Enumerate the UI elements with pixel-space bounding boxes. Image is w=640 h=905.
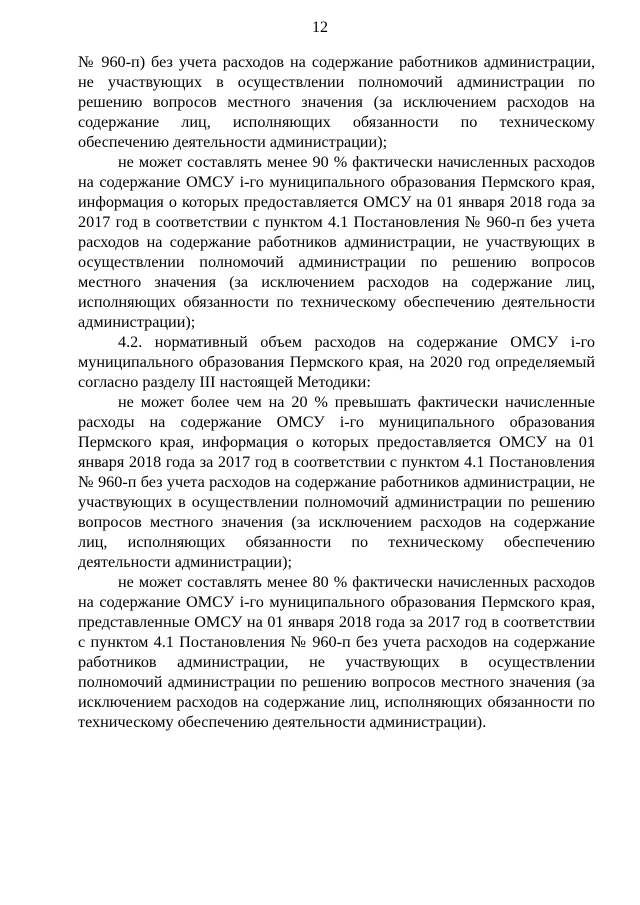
body-text [78, 52, 595, 732]
page-number: 12 [312, 19, 328, 36]
paragraph-min-90-percent: не может составлять менее 90 % фактически начисленных расходов на содержание ОМСУ i-го муниципального образования Пермского края, информация о которых предоставляется ОМСУ на 01 января 2018 года за 2017 год в соответствии с пунктом 4.1 Постановления № 960-п без учета расходов на содержание работников администрации, не участвующих в осуществлении полномочий администрации по решению вопросов местного значения (за исключением расходов на содержание лиц, исполняющих обязанности по техническому обеспечению деятельности администрации); [78, 153, 595, 331]
paragraph-max-20-percent: не может более чем на 20 % превышать фактически начисленные расходы на содержание ОМСУ i-го муниципального образования Пермского края, информация о которых предоставляется ОМСУ на 01 января 2018 года за 2017 год в соответствии с пунктом 4.1 Постановления № 960-п без учета расходов на содержание работников администрации, не участвующих в осуществлении полномочий администрации по решению вопросов местного значения (за исключением расходов на содержание лиц, исполняющих обязанности по техническому обеспечению деятельности администрации); [78, 393, 595, 571]
paragraph-4-2-heading: 4.2. нормативный объем расходов на содержание ОМСУ i-го муниципального образования Пермского края, на 2020 год определяемый согласно разделу III настоящей Методики: [78, 333, 595, 391]
paragraph-min-80-percent: не может составлять менее 80 % фактически начисленных расходов на содержание ОМСУ i-го муниципального образования Пермского края, представленные ОМСУ на 01 января 2018 года за 2017 год в соответствии с пунктом 4.1 Постановления № 960-п без учета расходов на содержание работников администрации, не участвующих в осуществлении полномочий администрации по решению вопросов местного значения (за исключением расходов на содержание лиц, исполняющих обязанности по техническому обеспечению деятельности администрации). [78, 573, 595, 731]
paragraph-continuation: № 960-п) без учета расходов на содержание работников администрации, не участвующих в осуществлении полномочий администрации по решению вопросов местного значения (за исключением расходов на содержание лиц, исполняющих обязанности по техническому обеспечению деятельности администрации); [78, 53, 595, 151]
